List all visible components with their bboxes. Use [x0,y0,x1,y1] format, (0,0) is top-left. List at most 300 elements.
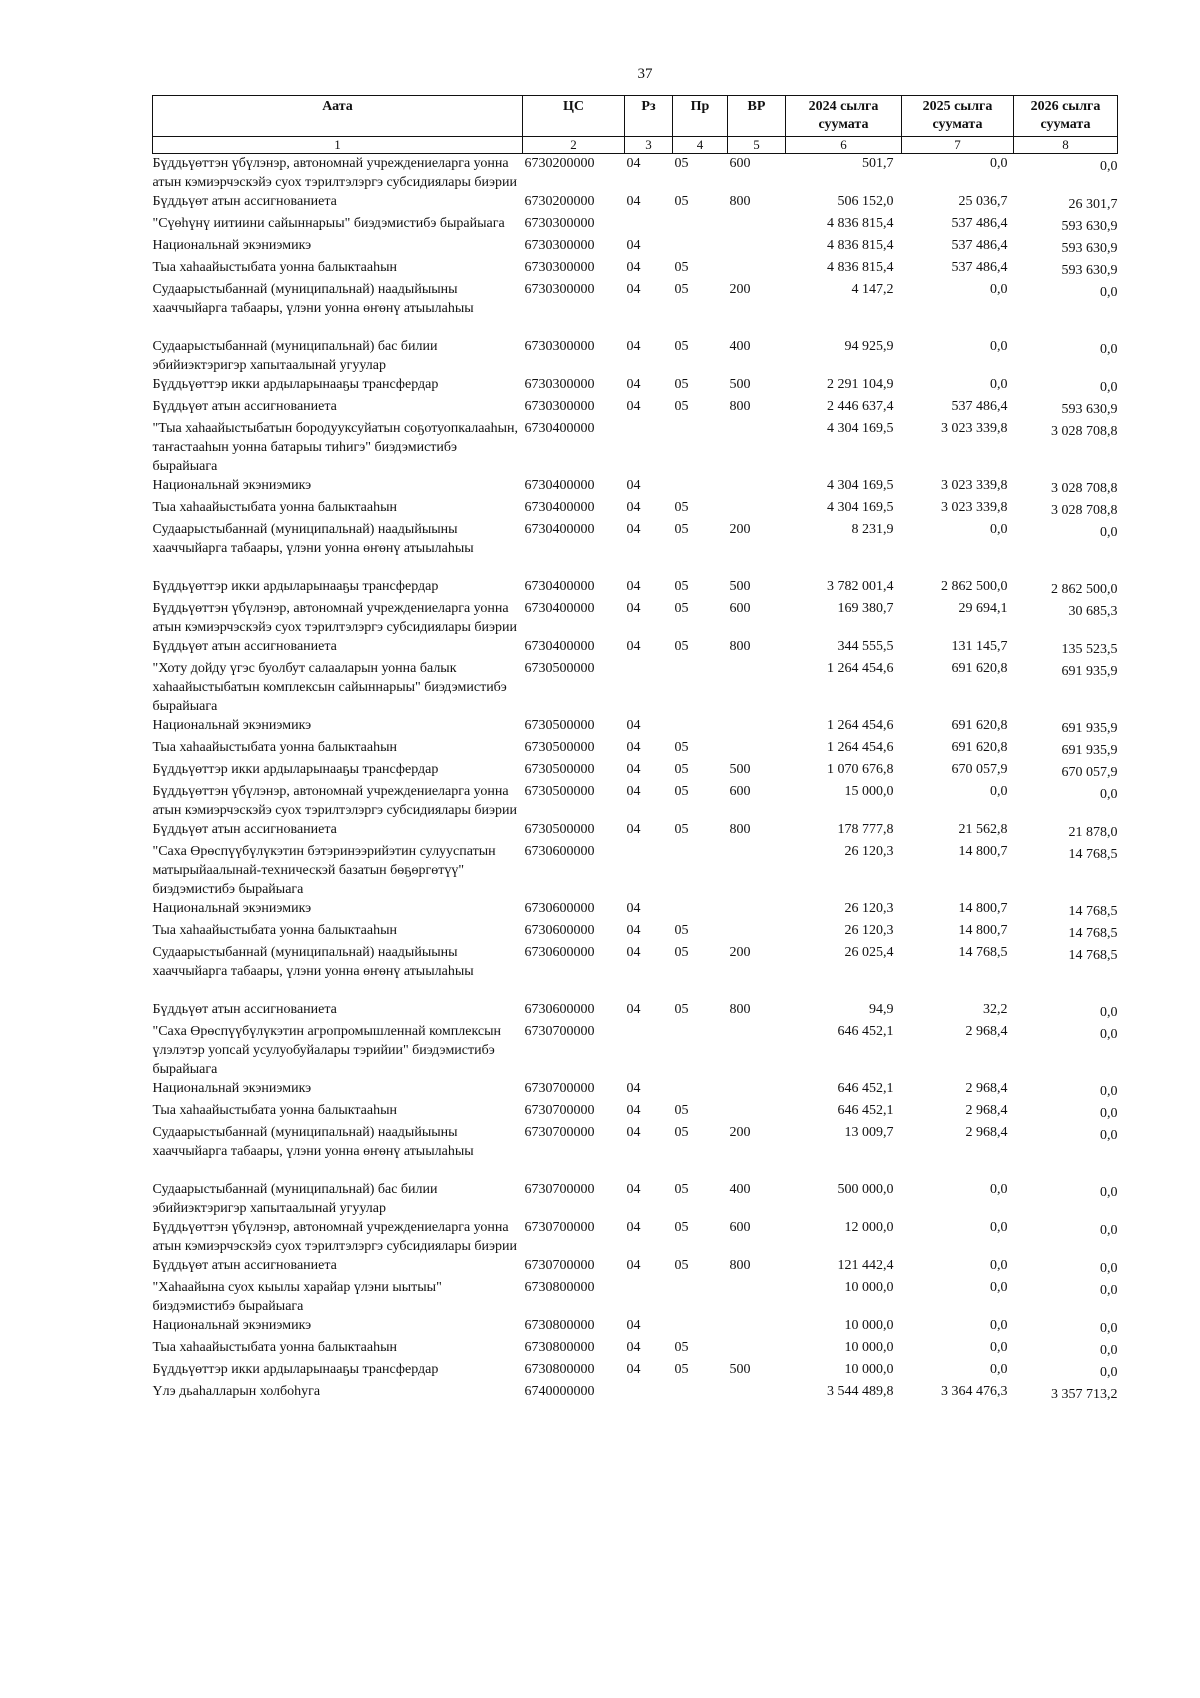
row-value-2024 [786,1316,902,1338]
row-value-2026 [1014,337,1118,375]
row-vr-code: 500 [729,1362,751,1377]
row-name: Судаарыстыбаннай (муниципальнай) бас билии эбийиэктэригэр хапытаалынай угуулар [152,339,438,373]
row-rz-code: 04 [626,399,641,414]
row-vr-code [728,921,786,943]
row-rz-code: 04 [626,1318,641,1333]
row-value-2024 [786,716,902,738]
row-value-2025 [902,1316,1014,1338]
header-vr: ВР [728,96,786,137]
row-value-2024-text: 501,7 [862,156,894,171]
row-name: Тыа хаһаайыстыбата уонна балыктааһын [152,260,397,275]
table-row [153,1022,1118,1079]
table-row [153,214,1118,236]
row-value-2026-text: 0,0 [1100,1283,1118,1298]
row-vr-code [728,258,786,280]
row-name: Бүддьүөттэр икки ардыларынааҕы трансфердар [152,377,439,392]
row-vr-code [728,1316,786,1338]
row-rz-code: 04 [626,639,641,654]
row-pr-code: 05 [674,1220,689,1235]
row-rz-code: 04 [626,901,641,916]
row-rz-code: 04 [626,579,641,594]
row-vr-code: 800 [729,399,751,414]
row-value-2026-text: 670 057,9 [1061,765,1118,780]
row-pr-code [673,659,728,716]
row-vr-code [728,1101,786,1123]
row-pr-code: 05 [674,945,689,960]
column-number: 1 [153,137,523,154]
row-value-2026 [1014,599,1118,637]
row-value-2026-text: 0,0 [1100,1084,1118,1099]
row-cs-code: 6730400000 [524,601,595,616]
row-value-2025-text: 691 620,8 [951,740,1008,755]
table-row [153,1338,1118,1360]
row-value-2026 [1014,1278,1118,1316]
row-value-2024-text: 3 782 001,4 [827,579,894,594]
row-value-2024 [786,397,902,419]
row-value-2024 [786,375,902,397]
row-value-2024 [786,782,902,820]
table-row [153,637,1118,659]
row-rz-code: 04 [626,1182,641,1197]
row-name: Тыа хаһаайыстыбата уонна балыктааһын [152,1340,397,1355]
row-vr-code [728,899,786,921]
row-pr-code: 05 [674,1362,689,1377]
row-value-2026 [1014,1338,1118,1360]
row-value-2024-text: 2 446 637,4 [827,399,894,414]
row-value-2024-text: 13 009,7 [844,1125,894,1140]
row-rz-code: 04 [626,260,641,275]
row-value-2025-text: 670 057,9 [951,762,1008,777]
row-value-2024-text: 26 025,4 [844,945,894,960]
row-rz-code [625,1382,673,1404]
row-name: Национальнай экэниэмикэ [152,1081,312,1096]
row-vr-code: 200 [729,522,751,537]
row-pr-code: 05 [674,639,689,654]
row-value-2025-text: 32,2 [983,1002,1008,1017]
row-name: Бүддьүөт атын ассигнованиета [152,1002,337,1017]
table-row [153,599,1118,637]
row-value-2026 [1014,1256,1118,1278]
row-value-2024-text: 10 000,0 [844,1340,894,1355]
row-value-2024 [786,637,902,659]
row-value-2025-text: 0,0 [990,522,1008,537]
header-name: Аата [153,96,523,137]
row-value-2025 [902,498,1014,520]
row-value-2026 [1014,1079,1118,1101]
row-name: "Хоту дойду үгэс буолбут салааларын уонна балык хаһаайыстыбатын комплексын сайыннарыы" биэдэмистибэ бырайыага [152,661,507,714]
row-value-2025-text: 0,0 [990,1220,1008,1235]
row-rz-code [625,419,673,476]
row-value-2025 [902,154,1014,193]
row-pr-code: 05 [674,740,689,755]
row-value-2024 [786,1180,902,1218]
row-name: Бүддьүөт атын ассигнованиета [152,399,337,414]
row-value-2025 [902,1278,1014,1316]
row-pr-code: 05 [674,784,689,799]
row-value-2025 [902,476,1014,498]
row-pr-code [673,1278,728,1316]
row-rz-code [625,1022,673,1079]
row-pr-code: 05 [674,399,689,414]
row-name: Бүддьүөттэн үбүлэнэр, автономнай учреждениеларга уонна атын кэмиэрчэскэйэ суох тэрилтэлэргэ субсидиялары биэрии [152,1220,517,1254]
row-value-2025-text: 0,0 [990,1340,1008,1355]
row-value-2025-text: 14 800,7 [958,844,1008,859]
row-value-2025 [902,1360,1014,1382]
row-cs-code: 6730800000 [524,1340,595,1355]
row-value-2024-text: 1 264 454,6 [827,718,894,733]
row-value-2024-text: 1 264 454,6 [827,740,894,755]
table-row [153,738,1118,760]
row-name: Үлэ дьаһалларын холбоһуга [152,1384,321,1399]
row-cs-code: 6730400000 [524,500,595,515]
row-value-2025-text: 0,0 [990,377,1008,392]
table-row [153,1316,1118,1338]
header-2026: 2026 сылга суумата [1014,96,1118,137]
row-value-2025 [902,820,1014,842]
table-row [153,1180,1118,1218]
row-pr-code: 05 [674,522,689,537]
budget-table [152,95,1118,1404]
row-value-2026 [1014,1180,1118,1218]
row-value-2025 [902,1382,1014,1404]
row-value-2026 [1014,397,1118,419]
row-value-2024 [786,1000,902,1022]
row-name: Бүддьүөттэр икки ардыларынааҕы трансфердар [152,762,439,777]
row-cs-code: 6730700000 [524,1103,595,1118]
row-value-2026 [1014,214,1118,236]
row-value-2024-text: 646 452,1 [837,1081,894,1096]
row-value-2024 [786,1256,902,1278]
row-value-2026 [1014,1123,1118,1180]
row-value-2024 [786,1079,902,1101]
row-pr-code [673,214,728,236]
row-cs-code: 6730700000 [524,1220,595,1235]
row-value-2026-text: 0,0 [1100,380,1118,395]
row-value-2025 [902,899,1014,921]
row-pr-code [673,716,728,738]
row-vr-code: 500 [729,579,751,594]
row-cs-code: 6730500000 [524,718,595,733]
row-value-2026-text: 14 768,5 [1068,847,1118,862]
row-rz-code: 04 [626,1362,641,1377]
row-value-2024-text: 26 120,3 [844,901,894,916]
row-value-2026 [1014,1360,1118,1382]
row-name: Тыа хаһаайыстыбата уонна балыктааһын [152,923,397,938]
row-value-2026 [1014,498,1118,520]
row-rz-code: 04 [626,1258,641,1273]
row-rz-code: 04 [626,478,641,493]
row-value-2026-text: 3 357 713,2 [1051,1387,1118,1402]
row-cs-code: 6730300000 [524,238,595,253]
row-name: Тыа хаһаайыстыбата уонна балыктааһын [152,1103,397,1118]
row-rz-code: 04 [626,718,641,733]
row-name: Национальнай экэниэмикэ [152,1318,312,1333]
row-value-2024-text: 646 452,1 [837,1024,894,1039]
row-value-2026 [1014,1000,1118,1022]
row-value-2026 [1014,154,1118,193]
row-value-2026-text: 30 685,3 [1068,604,1118,619]
row-rz-code [625,214,673,236]
row-value-2025-text: 0,0 [990,1362,1008,1377]
table-row [153,337,1118,375]
row-value-2026-text: 593 630,9 [1061,402,1118,417]
row-pr-code: 05 [674,822,689,837]
row-value-2024-text: 178 777,8 [837,822,894,837]
row-rz-code: 04 [626,500,641,515]
row-value-2025 [902,738,1014,760]
row-value-2024 [786,498,902,520]
row-cs-code: 6730700000 [524,1081,595,1096]
row-value-2024-text: 4 147,2 [851,282,894,297]
row-pr-code [673,1382,728,1404]
row-rz-code [625,1278,673,1316]
column-number: 3 [625,137,673,154]
row-cs-code: 6730200000 [524,194,595,209]
table-row [153,498,1118,520]
row-value-2025 [902,280,1014,337]
row-rz-code: 04 [626,1220,641,1235]
row-name: "Саха Өрөспүүбүлүкэтин агропромышленнай комплексын үлэлэтэр уопсай усулуобуйалары тэрийии" биэдэмистибэ бырайыага [152,1024,502,1077]
row-value-2024-text: 26 120,3 [844,923,894,938]
row-value-2024-text: 26 120,3 [844,844,894,859]
row-value-2026-text: 691 935,9 [1061,721,1118,736]
row-value-2025 [902,599,1014,637]
row-value-2026 [1014,419,1118,476]
row-value-2025-text: 0,0 [990,339,1008,354]
row-cs-code: 6730500000 [524,784,595,799]
row-value-2025 [902,337,1014,375]
row-value-2025-text: 3 023 339,8 [941,500,1008,515]
row-value-2024-text: 121 442,4 [837,1258,894,1273]
row-vr-code: 400 [729,1182,751,1197]
row-value-2025 [902,214,1014,236]
table-row [153,899,1118,921]
row-rz-code: 04 [626,822,641,837]
row-pr-code: 05 [674,1103,689,1118]
row-rz-code: 04 [626,1002,641,1017]
row-value-2025 [902,520,1014,577]
row-vr-code: 600 [729,784,751,799]
row-value-2024 [786,599,902,637]
row-pr-code [673,236,728,258]
row-name: Бүддьүөттэн үбүлэнэр, автономнай учреждениеларга уонна атын кэмиэрчэскэйэ суох тэрилтэлэргэ субсидиялары биэрии [152,601,517,635]
row-name: Бүддьүөттэр икки ардыларынааҕы трансфердар [152,1362,439,1377]
table-row [153,1123,1118,1180]
row-value-2024 [786,214,902,236]
row-value-2025-text: 0,0 [990,1318,1008,1333]
row-value-2026-text: 3 028 708,8 [1051,481,1118,496]
row-value-2024 [786,1101,902,1123]
row-value-2024-text: 646 452,1 [837,1103,894,1118]
row-value-2025 [902,1079,1014,1101]
row-value-2025-text: 3 023 339,8 [941,421,1008,436]
row-vr-code: 800 [729,822,751,837]
header-pr: Пр [673,96,728,137]
row-name: Бүддьүөт атын ассигнованиета [152,194,337,209]
header-2025: 2025 сылга суумата [902,96,1014,137]
row-value-2026 [1014,520,1118,577]
row-pr-code: 05 [674,601,689,616]
row-value-2024 [786,943,902,1000]
row-pr-code [673,842,728,899]
row-value-2026-text: 0,0 [1100,342,1118,357]
table-row [153,1278,1118,1316]
row-rz-code: 04 [626,194,641,209]
column-number-row [153,137,1118,154]
row-value-2026 [1014,280,1118,337]
row-rz-code: 04 [626,1081,641,1096]
row-value-2025-text: 14 800,7 [958,901,1008,916]
table-row [153,192,1118,214]
row-rz-code: 04 [626,156,641,171]
row-value-2025 [902,842,1014,899]
row-value-2025-text: 3 023 339,8 [941,478,1008,493]
row-pr-code [673,476,728,498]
row-vr-code: 500 [729,762,751,777]
table-row [153,577,1118,599]
row-value-2024-text: 1 070 676,8 [827,762,894,777]
row-value-2025 [902,1180,1014,1218]
row-value-2026-text: 593 630,9 [1061,241,1118,256]
row-value-2026-text: 26 301,7 [1068,197,1118,212]
table-row [153,1000,1118,1022]
row-value-2025-text: 0,0 [990,156,1008,171]
row-pr-code [673,1022,728,1079]
row-value-2025-text: 537 486,4 [951,216,1008,231]
row-name: "Саха Өрөспүүбүлүкэтин бэтэринээрийэтин сулууспатын матырыйаалынай-техническэй базатын бөҕөргөтүү" биэдэмистибэ бырайыага [152,844,496,897]
row-value-2026-text: 0,0 [1100,1128,1118,1143]
row-vr-code [728,716,786,738]
row-value-2024 [786,921,902,943]
row-value-2026 [1014,1218,1118,1256]
row-vr-code: 200 [729,945,751,960]
row-value-2025 [902,236,1014,258]
table-row [153,476,1118,498]
row-vr-code: 400 [729,339,751,354]
header-cs: ЦС [523,96,625,137]
row-name: Бүддьүөттэн үбүлэнэр, автономнай учреждениеларга уонна атын кэмиэрчэскэйэ суох тэрилтэлэргэ субсидиялары биэрии [152,156,517,190]
row-value-2026-text: 0,0 [1100,1005,1118,1020]
row-vr-code [728,1278,786,1316]
row-name: Бүддьүөттэн үбүлэнэр, автономнай учреждениеларга уонна атын кэмиэрчэскэйэ суох тэрилтэлэргэ субсидиялары биэрии [152,784,517,818]
row-value-2024 [786,899,902,921]
row-name: "Хаһаайына суох кыылы харайар үлэни ыытыы" биэдэмистибэ бырайыага [152,1280,442,1314]
row-value-2024 [786,280,902,337]
row-value-2026-text: 0,0 [1100,159,1118,174]
row-value-2024 [786,236,902,258]
row-value-2026-text: 0,0 [1100,1261,1118,1276]
row-vr-code [728,1022,786,1079]
row-value-2025 [902,921,1014,943]
row-name: "Сүөһүнү иитиини сайыннарыы" биэдэмистибэ бырайыага [152,216,505,231]
table-row [153,280,1118,337]
row-value-2025-text: 0,0 [990,282,1008,297]
row-value-2026 [1014,476,1118,498]
row-vr-code: 800 [729,1002,751,1017]
table-row [153,1079,1118,1101]
row-pr-code: 05 [674,500,689,515]
row-cs-code: 6730400000 [524,639,595,654]
header-rz: Рз [625,96,673,137]
row-value-2024 [786,1338,902,1360]
row-value-2025-text: 691 620,8 [951,718,1008,733]
row-vr-code [728,476,786,498]
row-value-2024 [786,337,902,375]
row-pr-code: 05 [674,1182,689,1197]
header-2024: 2024 сылга суумата [786,96,902,137]
row-rz-code: 04 [626,740,641,755]
row-vr-code: 600 [729,601,751,616]
row-value-2026 [1014,899,1118,921]
row-vr-code: 200 [729,1125,751,1140]
row-vr-code: 500 [729,377,751,392]
row-value-2024-text: 94,9 [869,1002,894,1017]
row-value-2025 [902,192,1014,214]
row-value-2026 [1014,659,1118,716]
row-value-2025-text: 537 486,4 [951,260,1008,275]
row-vr-code [728,498,786,520]
row-name: Бүддьүөт атын ассигнованиета [152,1258,337,1273]
row-cs-code: 6730500000 [524,822,595,837]
row-value-2025 [902,1101,1014,1123]
row-cs-code: 6730600000 [524,901,595,916]
row-cs-code: 6730400000 [524,421,595,436]
row-rz-code: 04 [626,762,641,777]
row-value-2024-text: 500 000,0 [837,1182,894,1197]
row-cs-code: 6730400000 [524,522,595,537]
row-value-2024-text: 8 231,9 [851,522,894,537]
table-row [153,154,1118,193]
row-name: Бүддьүөттэр икки ардыларынааҕы трансфердар [152,579,439,594]
row-value-2024 [786,419,902,476]
row-rz-code: 04 [626,1340,641,1355]
row-value-2025-text: 0,0 [990,1280,1008,1295]
row-value-2026 [1014,375,1118,397]
row-value-2026 [1014,577,1118,599]
row-name: Судаарыстыбаннай (муниципальнай) бас билии эбийиэктэригэр хапытаалынай угуулар [152,1182,438,1216]
row-vr-code: 800 [729,194,751,209]
column-number: 5 [728,137,786,154]
row-value-2024 [786,1382,902,1404]
row-cs-code: 6730300000 [524,399,595,414]
column-number: 8 [1014,137,1118,154]
row-cs-code: 6740000000 [524,1384,595,1399]
row-value-2026-text: 2 862 500,0 [1051,582,1118,597]
row-rz-code: 04 [626,282,641,297]
row-value-2024-text: 4 304 169,5 [827,421,894,436]
row-value-2026-text: 14 768,5 [1068,948,1118,963]
row-name: Национальнай экэниэмикэ [152,901,312,916]
row-pr-code: 05 [674,1340,689,1355]
row-cs-code: 6730500000 [524,762,595,777]
row-cs-code: 6730200000 [524,156,595,171]
table-row [153,375,1118,397]
row-cs-code: 6730400000 [524,478,595,493]
row-cs-code: 6730800000 [524,1362,595,1377]
row-value-2026-text: 14 768,5 [1068,926,1118,941]
row-name: Национальнай экэниэмикэ [152,238,312,253]
row-value-2024 [786,1123,902,1180]
row-value-2024-text: 10 000,0 [844,1318,894,1333]
row-name: Бүддьүөт атын ассигнованиета [152,822,337,837]
row-value-2026-text: 0,0 [1100,787,1118,802]
row-rz-code [625,842,673,899]
row-value-2024 [786,760,902,782]
row-rz-code: 04 [626,238,641,253]
column-number: 7 [902,137,1014,154]
table-row [153,782,1118,820]
row-value-2026 [1014,1316,1118,1338]
